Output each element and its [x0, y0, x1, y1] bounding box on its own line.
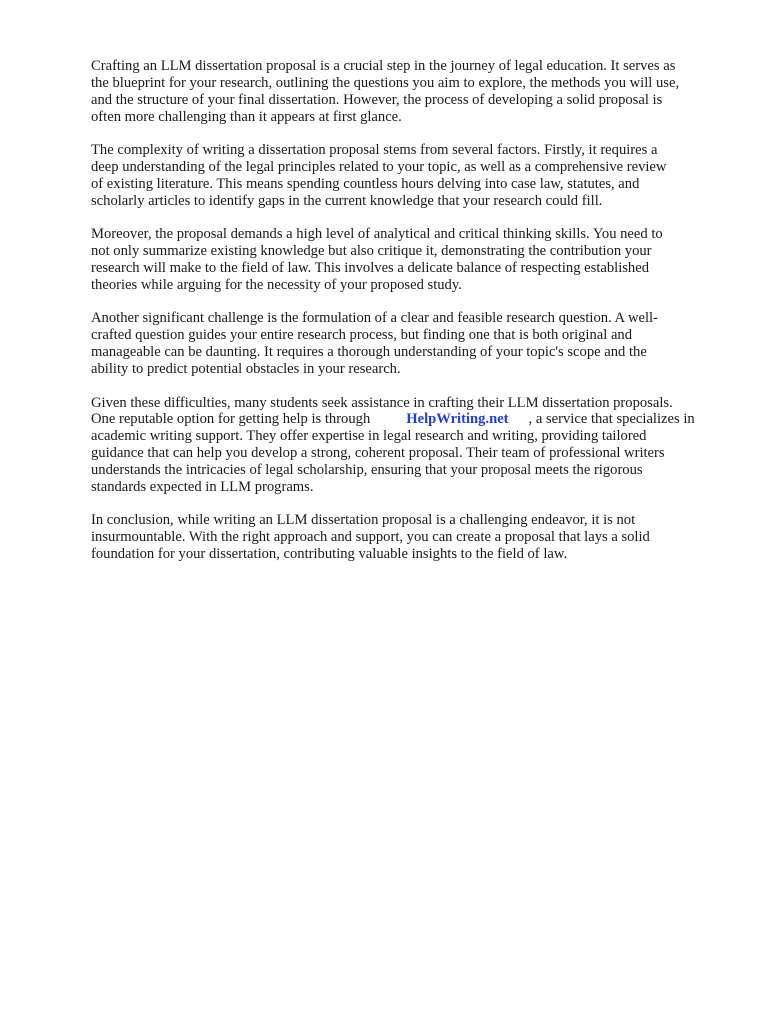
paragraph-research-question	[91, 310, 723, 378]
text-line: crafted question guides your entire research process, but finding one that is both original and	[91, 327, 633, 344]
text-line: guidance that can help you develop a strong, coherent proposal. Their team of professional writers	[91, 445, 665, 462]
text-line: the blueprint for your research, outlining the questions you aim to explore, the methods you will use,	[91, 74, 680, 91]
text-line: theories while arguing for the necessity of your proposed study.	[91, 276, 462, 293]
text-line: ability to predict potential obstacles in your research.	[91, 361, 401, 378]
text-line: Moreover, the proposal demands a high level of analytical and critical thinking skills. You need to	[91, 226, 663, 243]
text-line: understands the intricacies of legal scholarship, ensuring that your proposal meets the rigorous	[91, 462, 643, 479]
text-line: academic writing support. They offer expertise in legal research and writing, providing tailored	[91, 428, 647, 445]
text-line: foundation for your dissertation, contributing valuable insights to the field of law.	[91, 546, 568, 563]
paragraph-intro	[91, 58, 723, 126]
paragraph-analytical	[91, 226, 723, 294]
text-line: scholarly articles to identify gaps in the current knowledge that your research could fill.	[91, 192, 603, 209]
text-line: The complexity of writing a dissertation proposal stems from several factors. Firstly, it requires a	[91, 142, 658, 159]
paragraph-complexity	[91, 142, 723, 210]
text-line: deep understanding of the legal principles related to your topic, as well as a comprehensive review	[91, 159, 667, 176]
text-line: manageable can be daunting. It requires a thorough understanding of your topic's scope and the	[91, 344, 647, 361]
text-line: standards expected in LLM programs.	[91, 479, 314, 496]
text-line: of existing literature. This means spending countless hours delving into case law, statutes, and	[91, 175, 640, 192]
text-line: insurmountable. With the right approach and support, you can create a proposal that lays a solid	[91, 529, 650, 546]
helpwriting-link[interactable]: HelpWriting.net	[406, 411, 509, 428]
text-segment: One reputable option for getting help is through	[91, 411, 371, 428]
text-line: research will make to the field of law. This involves a delicate balance of respecting established	[91, 260, 650, 277]
paragraph-conclusion	[91, 512, 723, 563]
paragraph-assistance	[91, 395, 723, 496]
document-body	[91, 58, 723, 580]
text-line: Another significant challenge is the formulation of a clear and feasible research question. A well-	[91, 310, 658, 327]
text-segment: , a service that specializes in	[528, 411, 695, 428]
text-line-with-link	[91, 411, 723, 428]
text-line: and the structure of your final dissertation. However, the process of developing a solid proposal is	[91, 91, 663, 108]
text-line: often more challenging than it appears at first glance.	[91, 108, 402, 125]
text-line: In conclusion, while writing an LLM dissertation proposal is a challenging endeavor, it is not	[91, 512, 636, 529]
text-line: Crafting an LLM dissertation proposal is a crucial step in the journey of legal education. It serves as	[91, 58, 676, 74]
text-line: Given these difficulties, many students seek assistance in crafting their LLM dissertation proposals.	[91, 394, 673, 411]
text-line: not only summarize existing knowledge but also critique it, demonstrating the contribution your	[91, 243, 652, 260]
